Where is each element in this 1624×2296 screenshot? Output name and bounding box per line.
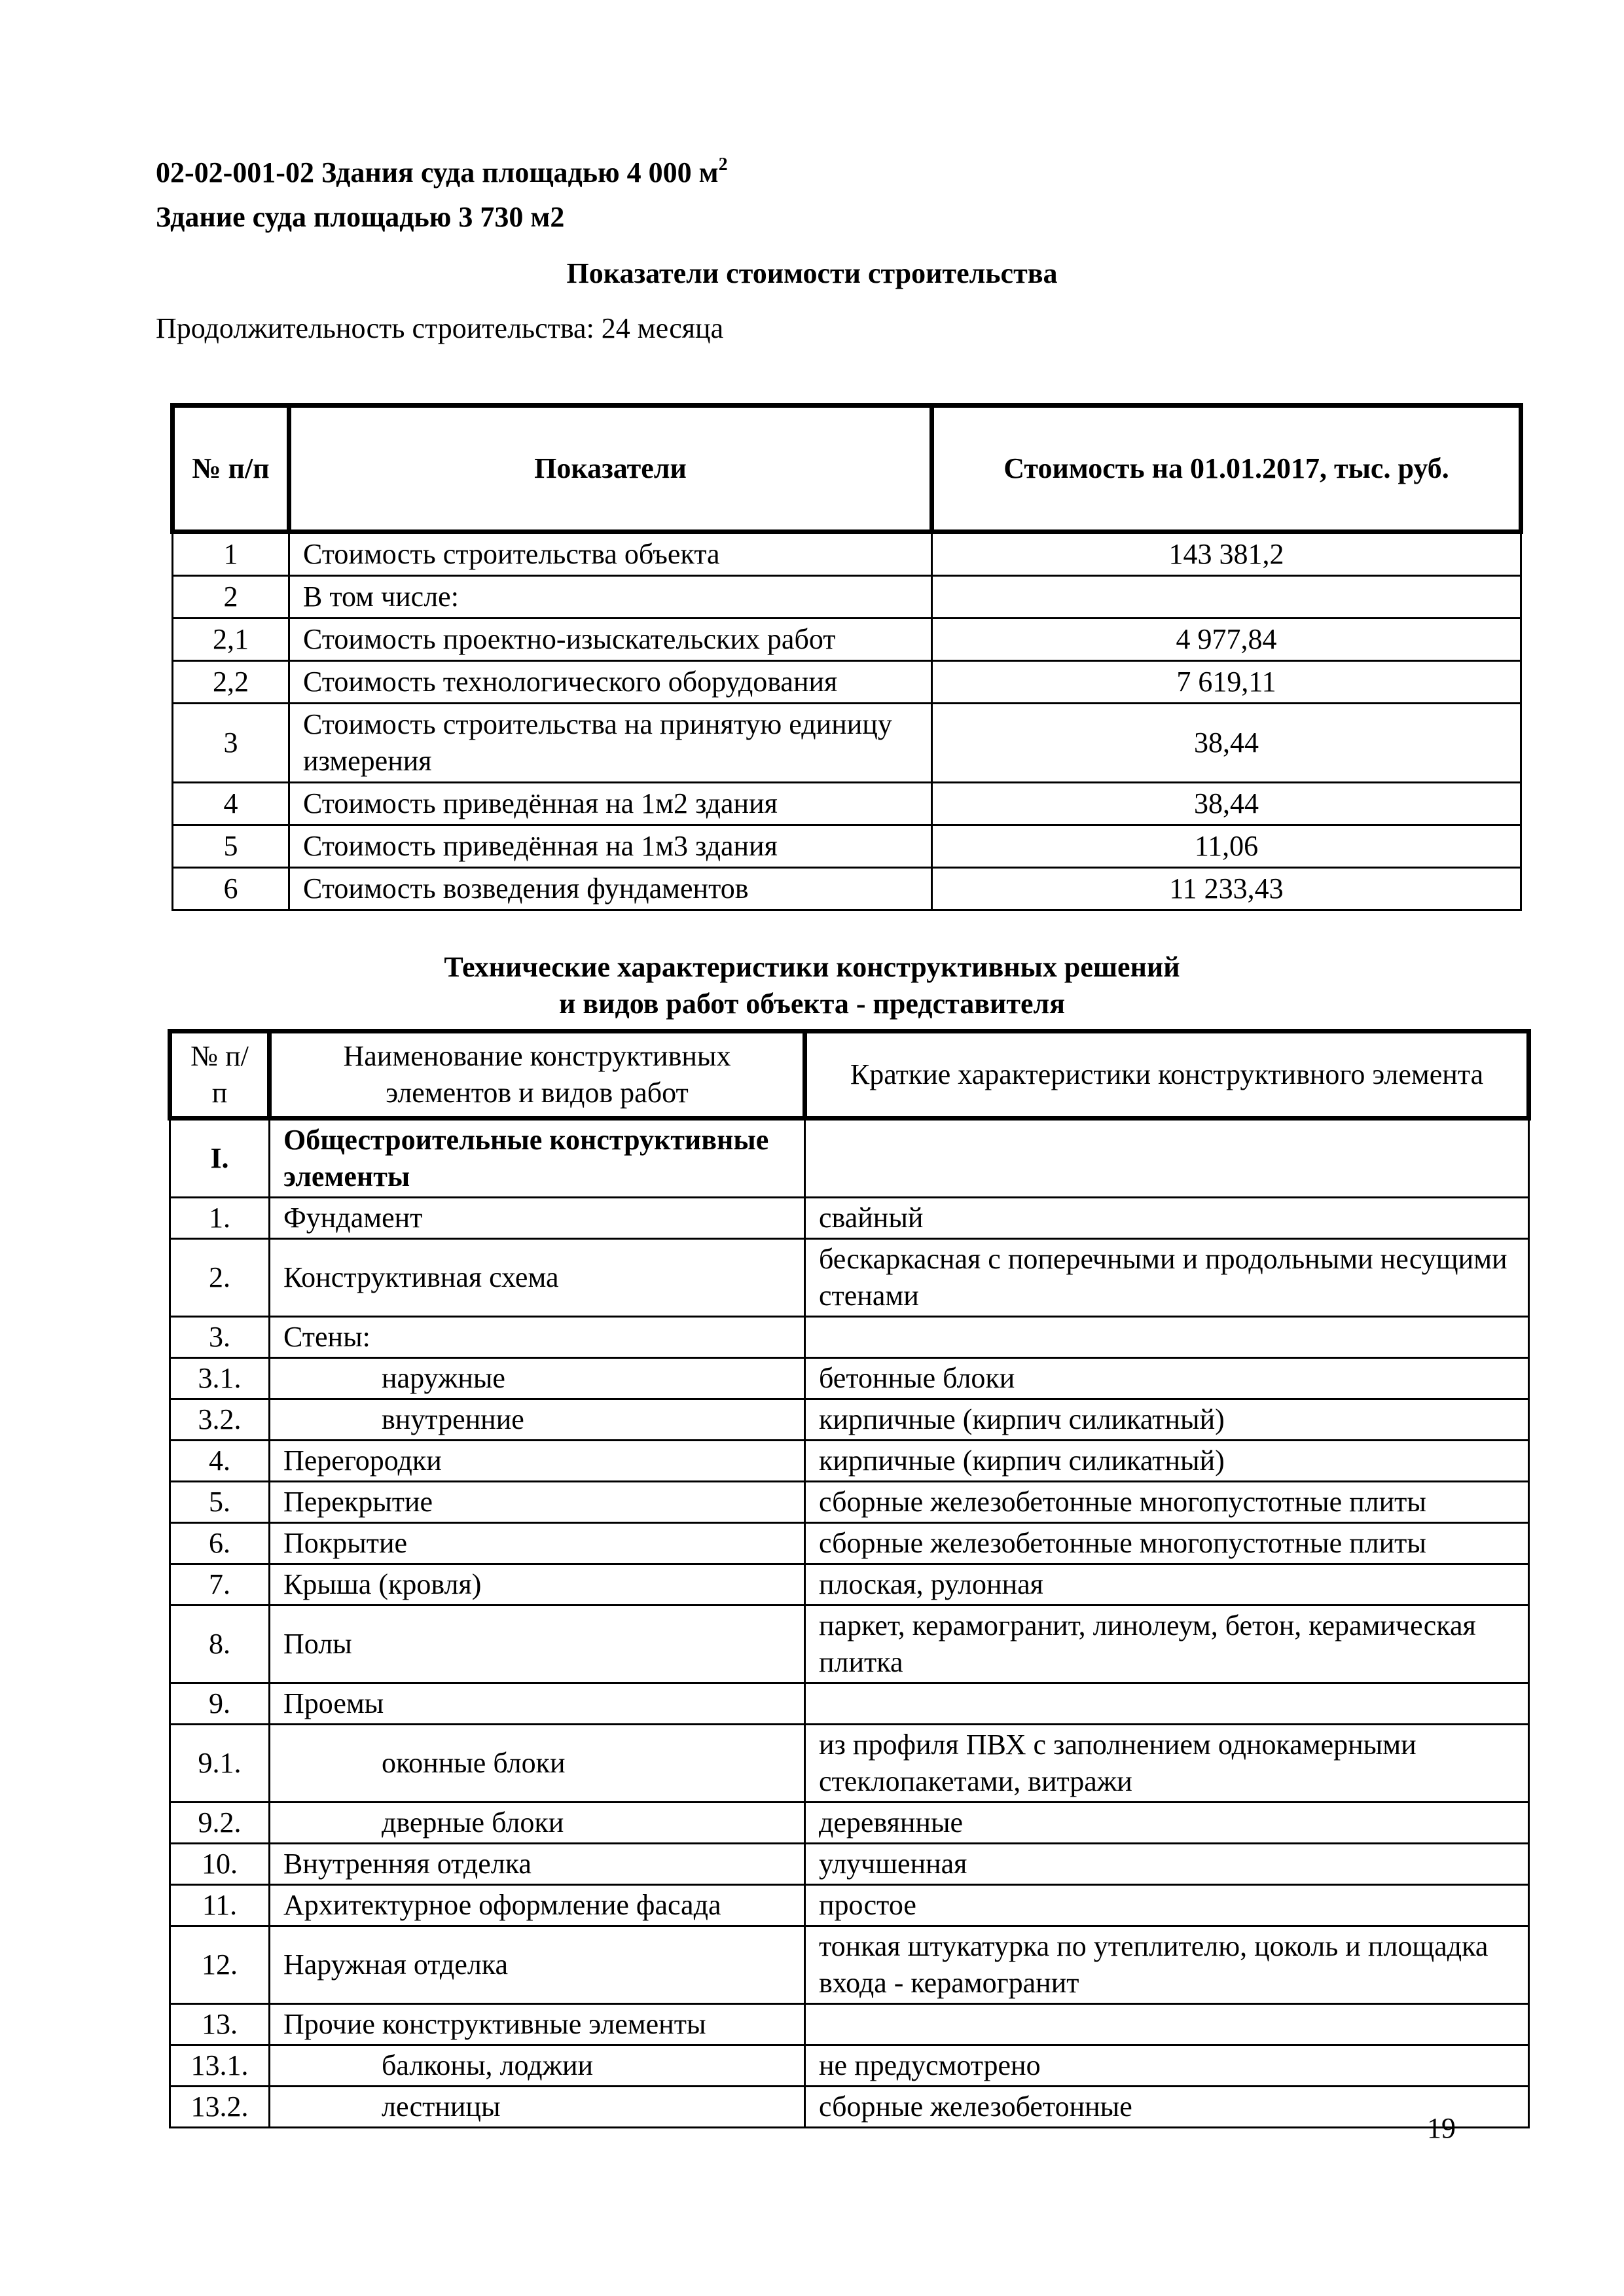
cost-section-title: Показатели стоимости строительства	[566, 257, 1058, 289]
cost-cell-num: 2	[173, 576, 289, 619]
tech-cell-num: 8.	[170, 1605, 270, 1683]
tech-cell-name: Перекрытие	[270, 1482, 805, 1523]
superscript: 2	[718, 154, 728, 175]
tech-section-title	[0, 949, 1624, 1022]
cost-header-num: № п/п	[173, 406, 289, 532]
tech-header-name: Наименование конструктивных элементов и видов работ	[270, 1031, 805, 1119]
tech-cell-num: 9.2.	[170, 1803, 270, 1844]
cost-cell-value: 38,44	[932, 783, 1521, 825]
cost-cell-value: 11,06	[932, 825, 1521, 868]
tech-row	[170, 1317, 1529, 1358]
tech-cell-desc	[805, 1317, 1529, 1358]
tech-cell-name: балконы, лоджии	[270, 2045, 805, 2087]
tech-cell-name: Стены:	[270, 1317, 805, 1358]
tech-row	[170, 1725, 1529, 1803]
cost-cell-num: 2,1	[173, 619, 289, 661]
tech-cell-desc: бетонные блоки	[805, 1358, 1529, 1399]
tech-row	[170, 1523, 1529, 1564]
tech-cell-num: 6.	[170, 1523, 270, 1564]
cost-row	[173, 576, 1521, 619]
tech-cell-desc	[805, 1119, 1529, 1198]
tech-cell-desc: кирпичные (кирпич силикатный)	[805, 1441, 1529, 1482]
tech-cell-desc: сборные железобетонные многопустотные плиты	[805, 1482, 1529, 1523]
tech-cell-num: 3.	[170, 1317, 270, 1358]
tech-cell-num: 1.	[170, 1198, 270, 1239]
tech-cell-num: 13.2.	[170, 2087, 270, 2128]
cost-cell-name: Стоимость проектно-изыскательских работ	[289, 619, 932, 661]
tech-characteristics-table	[168, 1029, 1531, 2128]
tech-cell-name: оконные блоки	[270, 1725, 805, 1803]
tech-row	[170, 1358, 1529, 1399]
tech-row	[170, 1399, 1529, 1441]
tech-header-num: № п/п	[170, 1031, 270, 1119]
tech-row	[170, 1844, 1529, 1885]
tech-cell-num: 7.	[170, 1564, 270, 1605]
cost-cell-name: Стоимость приведённая на 1м2 здания	[289, 783, 932, 825]
tech-cell-desc: свайный	[805, 1198, 1529, 1239]
tech-cell-desc: сборные железобетонные многопустотные плиты	[805, 1523, 1529, 1564]
tech-row	[170, 1482, 1529, 1523]
tech-cell-name: Конструктивная схема	[270, 1239, 805, 1317]
tech-cell-desc: сборные железобетонные	[805, 2087, 1529, 2128]
tech-cell-name: внутренние	[270, 1399, 805, 1441]
cost-cell-name: В том числе:	[289, 576, 932, 619]
tech-cell-num: 2.	[170, 1239, 270, 1317]
cost-cell-name: Стоимость строительства на принятую единицу измерения	[289, 704, 932, 783]
cost-row	[173, 532, 1521, 576]
cost-header-value: Стоимость на 01.01.2017, тыс. руб.	[932, 406, 1521, 532]
cost-row	[173, 868, 1521, 910]
cost-cell-value: 38,44	[932, 704, 1521, 783]
tech-cell-name: Покрытие	[270, 1523, 805, 1564]
construction-duration: Продолжительность строительства: 24 месяца	[156, 312, 724, 344]
tech-cell-name: Общестроительные конструктивные элементы	[270, 1119, 805, 1198]
tech-row	[170, 1605, 1529, 1683]
tech-cell-desc: паркет, керамогранит, линолеум, бетон, керамическая плитка	[805, 1605, 1529, 1683]
tech-cell-desc: плоская, рулонная	[805, 1564, 1529, 1605]
tech-row	[170, 1119, 1529, 1198]
tech-cell-name: Прочие конструктивные элементы	[270, 2004, 805, 2045]
tech-row	[170, 2045, 1529, 2087]
tech-cell-desc: кирпичные (кирпич силикатный)	[805, 1399, 1529, 1441]
cost-cell-num: 5	[173, 825, 289, 868]
cost-cell-num: 6	[173, 868, 289, 910]
tech-cell-name: Полы	[270, 1605, 805, 1683]
tech-row	[170, 1926, 1529, 2004]
tech-row	[170, 1564, 1529, 1605]
tech-cell-num: 5.	[170, 1482, 270, 1523]
cost-cell-num: 3	[173, 704, 289, 783]
tech-cell-num: 10.	[170, 1844, 270, 1885]
cost-header-indicator: Показатели	[289, 406, 932, 532]
tech-row	[170, 1441, 1529, 1482]
cost-cell-value: 4 977,84	[932, 619, 1521, 661]
cost-indicators-table	[170, 403, 1523, 911]
tech-cell-num: I.	[170, 1119, 270, 1198]
cost-cell-value	[932, 576, 1521, 619]
tech-cell-name: Фундамент	[270, 1198, 805, 1239]
tech-cell-desc: простое	[805, 1885, 1529, 1926]
document-code-title: 02-02-001-02 Здания суда площадью 4 000 $м^2$	[156, 154, 728, 188]
tech-cell-desc: из профиля ПВХ с заполнением однокамерными стеклопакетами, витражи	[805, 1725, 1529, 1803]
tech-cell-desc: улучшенная	[805, 1844, 1529, 1885]
tech-cell-num: 11.	[170, 1885, 270, 1926]
tech-cell-name: Крыша (кровля)	[270, 1564, 805, 1605]
page-number: 19	[1427, 2112, 1456, 2144]
cost-cell-num: 1	[173, 532, 289, 576]
tech-cell-desc	[805, 1683, 1529, 1725]
cost-row	[173, 661, 1521, 704]
cost-cell-name: Стоимость возведения фундаментов	[289, 868, 932, 910]
tech-row	[170, 2087, 1529, 2128]
tech-row	[170, 1803, 1529, 1844]
tech-row	[170, 2004, 1529, 2045]
tech-cell-num: 13.	[170, 2004, 270, 2045]
tech-cell-name: наружные	[270, 1358, 805, 1399]
cost-cell-num: 4	[173, 783, 289, 825]
tech-cell-desc	[805, 2004, 1529, 2045]
tech-header-desc: Краткие характеристики конструктивного элемента	[805, 1031, 1529, 1119]
tech-cell-name: Проемы	[270, 1683, 805, 1725]
cost-cell-name: Стоимость приведённая на 1м3 здания	[289, 825, 932, 868]
tech-cell-desc: тонкая штукатурка по утеплителю, цоколь и площадка входа - керамогранит	[805, 1926, 1529, 2004]
tech-cell-name: лестницы	[270, 2087, 805, 2128]
tech-cell-num: 9.	[170, 1683, 270, 1725]
tech-title-line1: Технические характеристики конструктивных решений	[444, 951, 1180, 983]
cost-cell-value: 143 381,2	[932, 532, 1521, 576]
tech-cell-name: Перегородки	[270, 1441, 805, 1482]
cost-cell-name: Стоимость технологического оборудования	[289, 661, 932, 704]
cost-row	[173, 783, 1521, 825]
tech-cell-num: 3.2.	[170, 1399, 270, 1441]
tech-cell-name: Внутренняя отделка	[270, 1844, 805, 1885]
cost-cell-value: 11 233,43	[932, 868, 1521, 910]
tech-cell-num: 9.1.	[170, 1725, 270, 1803]
tech-cell-desc: деревянные	[805, 1803, 1529, 1844]
cost-row	[173, 825, 1521, 868]
tech-title-line2: и видов работ объекта - представителя	[558, 988, 1065, 1020]
cost-row	[173, 619, 1521, 661]
tech-row	[170, 1198, 1529, 1239]
cost-row	[173, 704, 1521, 783]
tech-cell-desc: не предусмотрено	[805, 2045, 1529, 2087]
tech-cell-num: 12.	[170, 1926, 270, 2004]
tech-cell-name: Наружная отделка	[270, 1926, 805, 2004]
tech-row	[170, 1885, 1529, 1926]
document-subtitle: Здание суда площадью 3 730 м2	[156, 201, 565, 233]
cost-cell-num: 2,2	[173, 661, 289, 704]
tech-row	[170, 1683, 1529, 1725]
tech-cell-name: Архитектурное оформление фасада	[270, 1885, 805, 1926]
cost-cell-name: Стоимость строительства объекта	[289, 532, 932, 576]
tech-cell-num: 4.	[170, 1441, 270, 1482]
tech-cell-name: дверные блоки	[270, 1803, 805, 1844]
cost-cell-value: 7 619,11	[932, 661, 1521, 704]
tech-cell-num: 13.1.	[170, 2045, 270, 2087]
tech-cell-desc: бескаркасная с поперечными и продольными несущими стенами	[805, 1239, 1529, 1317]
tech-row	[170, 1239, 1529, 1317]
tech-cell-num: 3.1.	[170, 1358, 270, 1399]
